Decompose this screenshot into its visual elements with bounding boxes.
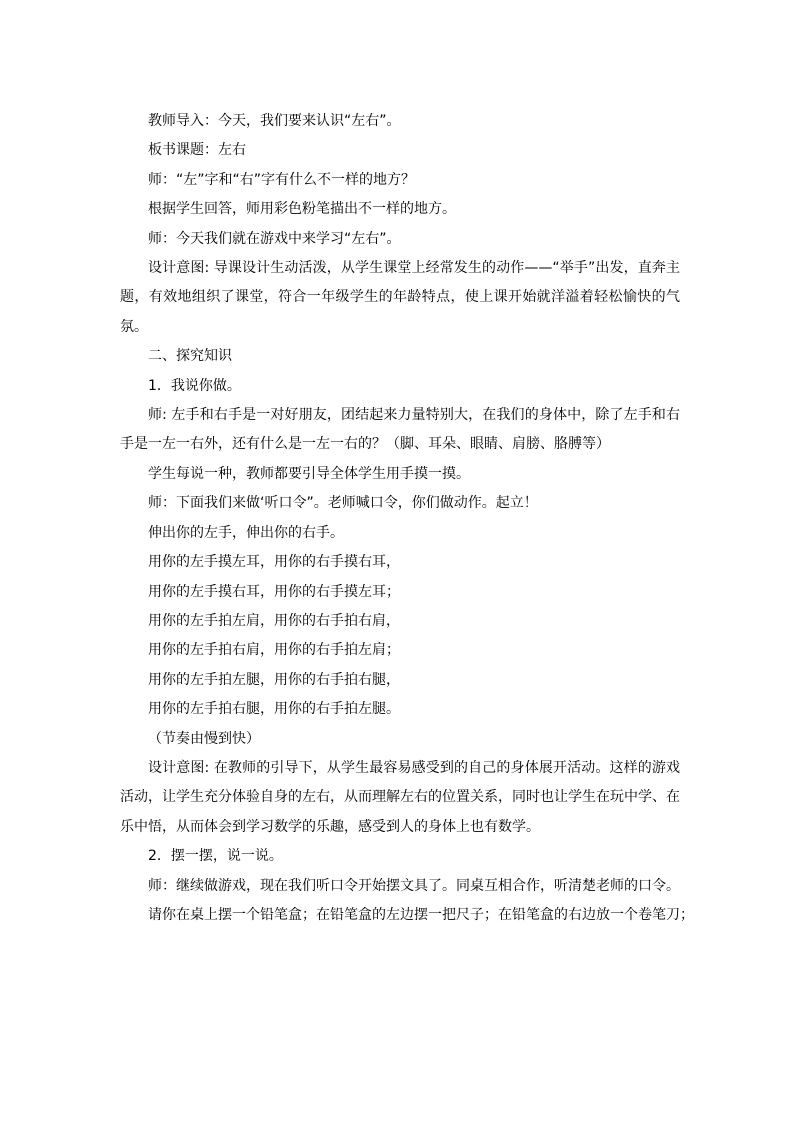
text-line: 用你的左手摸右耳，用你的右手摸左耳； bbox=[148, 583, 400, 600]
text-line: 师：下面我们来做‘听口令”。老师喊口令，你们做动作。起立！ bbox=[148, 495, 538, 512]
text-line: 根据学生回答，师用彩色粉笔描出不一样的地方。 bbox=[148, 201, 456, 218]
text-paragraph: 师: 左手和右手是一对好朋友，团结起来力量特别大，在我们的身体中，除了左手和右手是一左一右外，还有什么是一左一右的？（脚、耳朵、眼睛、肩膀、胳膊等） bbox=[120, 407, 680, 453]
text-line: 师：今天我们就在游戏中来学习“左右”。 bbox=[148, 230, 401, 247]
text-line: 用你的左手拍左腿，用你的右手拍右腿， bbox=[148, 671, 400, 688]
design-intent-paragraph: 设计意图: 在教师的引导下，从学生最容易感受到的自己的身体展开活动。这样的游戏活动，让学生充分体验自身的左右，从而理解左右的位置关系，同时也让学生在玩中学、在乐中悟，从而体会到学习数学的乐趣，感受到人的身体上也有数学。 bbox=[120, 759, 680, 835]
text-line: 伸出你的左手，伸出你的右手。 bbox=[148, 524, 344, 541]
text-line: 用你的左手拍右肩，用你的右手拍左肩； bbox=[148, 642, 400, 659]
design-intent-paragraph: 设计意图: 导课设计生动活泼，从学生课堂上经常发生的动作——“举手”出发，直奔主题，有效地组织了课堂，符合一年级学生的年龄特点，使上课开始就洋溢着轻松愉快的气氛。 bbox=[120, 260, 680, 335]
text-line: 板书课题：左右 bbox=[148, 142, 246, 159]
subsection-heading: 2．摆一摆，说一说。 bbox=[148, 848, 283, 865]
subsection-heading: 1．我说你做。 bbox=[148, 377, 241, 394]
text-line: 学生每说一种，教师都要引导全体学生用手摸一摸。 bbox=[148, 465, 470, 482]
text-line: 教师导入：今天，我们要来认识“左右”。 bbox=[148, 113, 401, 129]
text-line: 师：继续做游戏，现在我们听口令开始摆文具了。同桌互相合作，听清楚老师的口令。 bbox=[148, 877, 680, 894]
document-body bbox=[120, 107, 694, 930]
text-line: （节奏由慢到快） bbox=[148, 730, 260, 747]
text-line: 用你的左手拍右腿，用你的右手拍左腿。 bbox=[148, 701, 400, 718]
text-line: 用你的左手拍左肩，用你的右手拍右肩， bbox=[148, 612, 400, 629]
text-line: 用你的左手摸左耳，用你的右手摸右耳， bbox=[148, 554, 400, 571]
text-line: 请你在桌上摆一个铅笔盒；在铅笔盒的左边摆一把尺子；在铅笔盒的右边放一个卷笔刀； bbox=[148, 906, 694, 923]
section-heading: 二、探究知识 bbox=[148, 348, 232, 365]
text-line: 师：“左”字和“右”字有什么不一样的地方？ bbox=[148, 171, 416, 188]
